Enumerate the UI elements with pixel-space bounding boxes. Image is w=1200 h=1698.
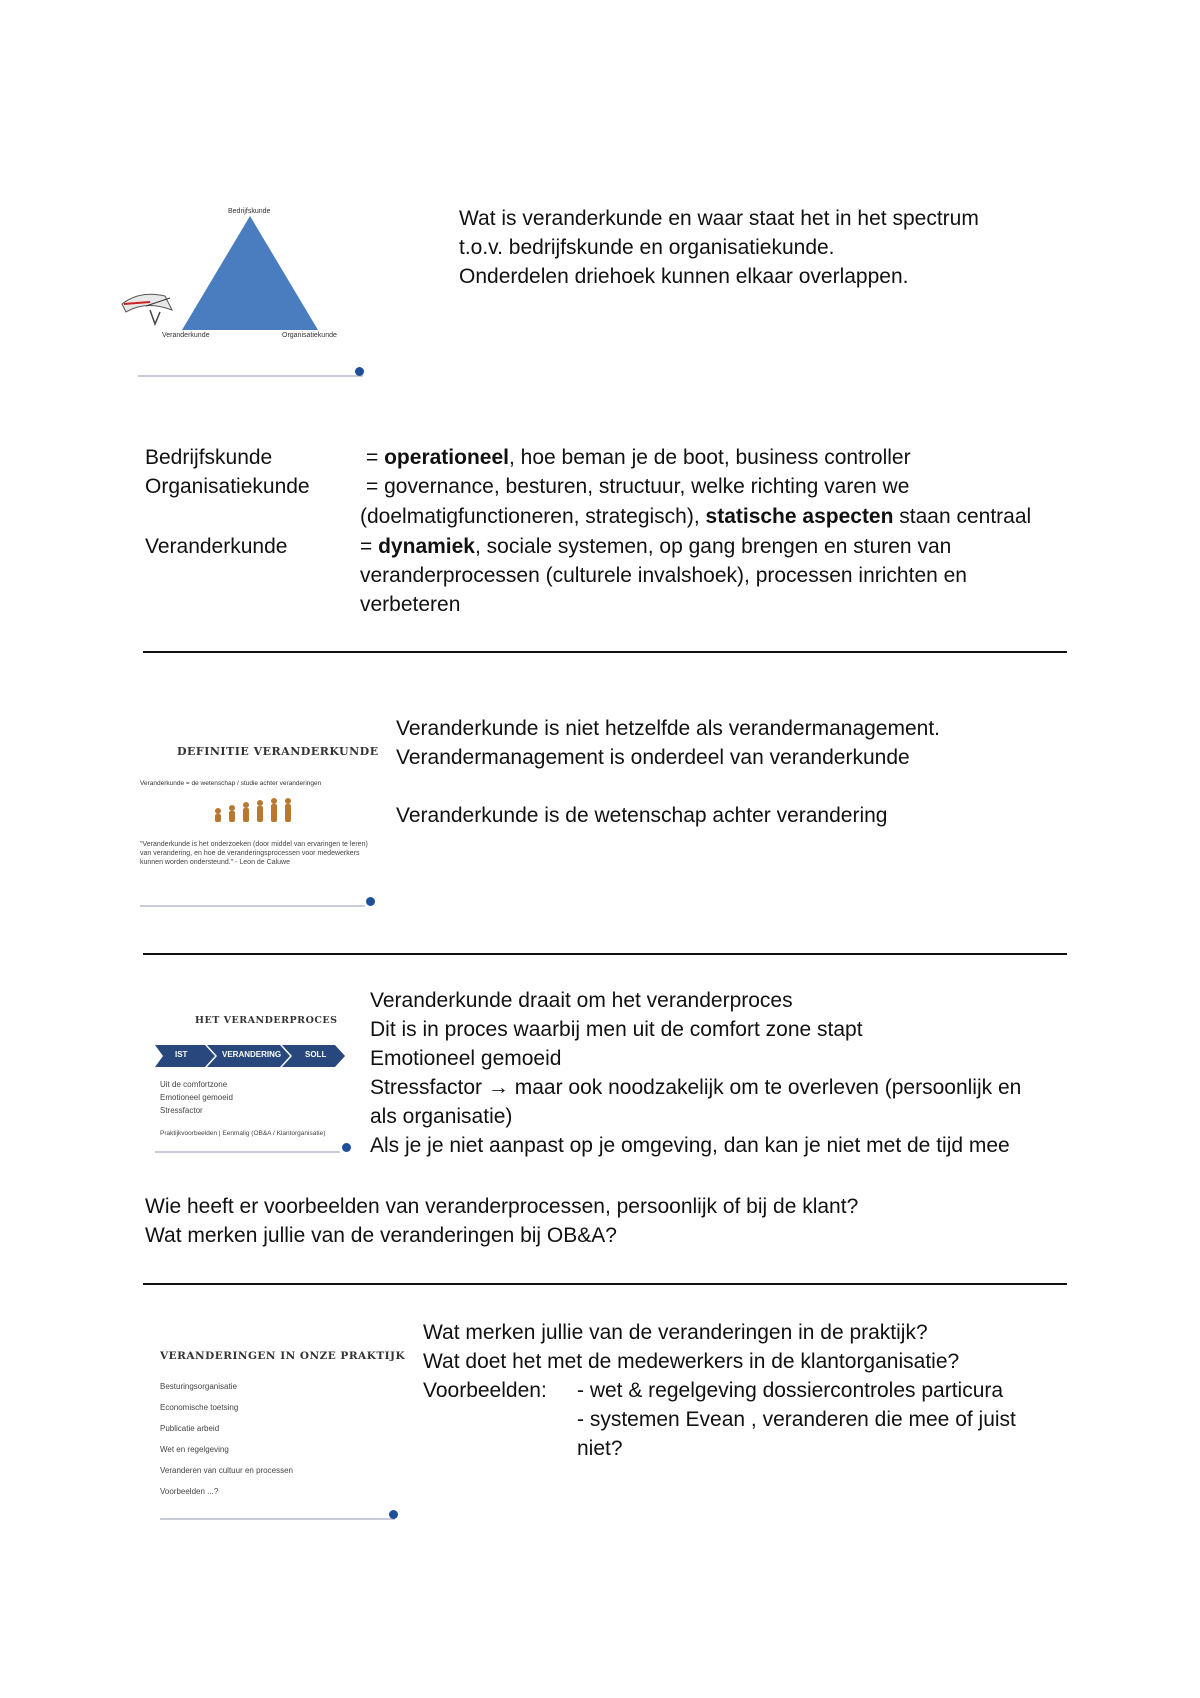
- arrow-label-verandering: VERANDERING: [222, 1050, 282, 1059]
- def-organisatiekunde-1: = governance, besturen, structuur, welke richting varen we: [366, 475, 910, 498]
- arrow-right-icon: →: [487, 1076, 509, 1099]
- slide-title: VERANDERINGEN IN ONZE PRAKTIJK: [160, 1350, 406, 1362]
- def-veranderkunde-3: verbeteren: [360, 593, 461, 616]
- divider-1: [143, 651, 1067, 653]
- slide-bullet: Emotioneel gemoeid: [160, 1093, 233, 1102]
- gauge-icon: [122, 294, 172, 324]
- examples-label: Voorbeelden:: [423, 1379, 547, 1402]
- slide-thumbnail-praktijk: [155, 1340, 405, 1530]
- arrow-label-ist: IST: [175, 1050, 188, 1059]
- intro-line-2: t.o.v. bedrijfskunde en organisatiekunde.: [459, 236, 835, 259]
- def2-line-2: Verandermanagement is onderdeel van veranderkunde: [396, 746, 910, 769]
- slide-footer-line: [140, 905, 365, 907]
- triangle-left-label: Veranderkunde: [162, 332, 210, 339]
- term-bedrijfskunde: Bedrijfskunde: [145, 446, 273, 469]
- example-2: - systemen Evean , veranderen die mee of juist: [577, 1408, 1016, 1431]
- def-organisatiekunde-2: (doelmatigfunctioneren, strategisch), statische aspecten staan centraal: [360, 505, 1032, 528]
- slide-dot-icon: [355, 367, 364, 376]
- def-bedrijfskunde: = operationeel, hoe beman je de boot, business controller: [366, 446, 911, 469]
- example-1: - wet & regelgeving dossiercontroles particura: [577, 1379, 1004, 1402]
- def-veranderkunde-1: = dynamiek, sociale systemen, op gang brengen en sturen van: [360, 535, 952, 558]
- intro-line-3: Onderdelen driehoek kunnen elkaar overlappen.: [459, 265, 909, 288]
- slide-bullet: Stressfactor: [160, 1106, 203, 1115]
- slide-footer-line: [138, 375, 363, 377]
- praktijk-line-1: Wat merken jullie van de veranderingen in de praktijk?: [423, 1321, 928, 1344]
- praktijk-line-2: Wat doet het met de medewerkers in de klantorganisatie?: [423, 1350, 960, 1373]
- def2-line-3: Veranderkunde is de wetenschap achter verandering: [396, 804, 888, 827]
- def-veranderkunde-2: veranderprocessen (culturele invalshoek), processen inrichten en: [360, 564, 967, 587]
- slide-note: Praktijkvoorbeelden | Eenmalig (OB&A / Klantorganisatie): [160, 1130, 326, 1137]
- slide-bullet: Voorbeelden ...?: [160, 1487, 219, 1496]
- slide-bullet: Uit de comfortzone: [160, 1080, 228, 1089]
- slide-bullet: Besturingsorganisatie: [160, 1382, 237, 1391]
- proces-line-3: Emotioneel gemoeid: [370, 1047, 562, 1070]
- proces-line-4: Stressfactor → maar ook noodzakelijk om te overleven (persoonlijk en: [370, 1076, 1022, 1099]
- slide-thumbnail-spectrum: [110, 200, 370, 385]
- triangle-right-label: Organisatiekunde: [282, 332, 337, 339]
- arrow-label-soll: SOLL: [305, 1050, 327, 1059]
- divider-2: [143, 953, 1067, 955]
- proces-line-2: Dit is in proces waarbij men uit de comfort zone stapt: [370, 1018, 863, 1041]
- intro-line-1: Wat is veranderkunde en waar staat het in het spectrum: [459, 207, 979, 230]
- slide-footer-line: [155, 1151, 340, 1153]
- slide-dot-icon: [389, 1510, 398, 1519]
- slide-bullet: Veranderen van cultuur en processen: [160, 1466, 293, 1475]
- slide-dot-icon: [366, 897, 375, 906]
- slide-title: DEFINITIE VERANDERKUNDE: [177, 745, 379, 758]
- term-veranderkunde: Veranderkunde: [145, 535, 288, 558]
- slide-title: HET VERANDERPROCES: [195, 1015, 338, 1026]
- slide-dot-icon: [342, 1143, 351, 1152]
- divider-3: [143, 1283, 1067, 1285]
- slide-footer-line: [160, 1518, 395, 1520]
- question-1: Wie heeft er voorbeelden van veranderprocessen, persoonlijk of bij de klant?: [145, 1195, 859, 1218]
- slide-thumbnail-veranderproces: [150, 1005, 355, 1160]
- question-2: Wat merken jullie van de veranderingen bij OB&A?: [145, 1224, 617, 1247]
- term-organisatiekunde: Organisatiekunde: [145, 475, 310, 498]
- evolution-icon: [210, 797, 300, 827]
- slide-quote: "Veranderkunde is het onderzoeken (door middel van ervaringen te leren) van verandering, en hoe de veranderingsprocessen voor medewerkers kunnen worden ondersteund." - Leon de Caluwe: [140, 841, 368, 866]
- triangle-top-label: Bedrijfskunde: [228, 208, 271, 215]
- proces-line-5: als organisatie): [370, 1105, 513, 1128]
- example-3: niet?: [577, 1437, 623, 1460]
- proces-line-6: Als je je niet aanpast op je omgeving, dan kan je niet met de tijd mee: [370, 1134, 1010, 1157]
- slide-bullet: Wet en regelgeving: [160, 1445, 229, 1454]
- slide-bullet: Publicatie arbeid: [160, 1424, 220, 1433]
- slide-bullet: Economische toetsing: [160, 1403, 239, 1412]
- spectrum-triangle: [110, 200, 370, 385]
- def2-line-1: Veranderkunde is niet hetzelfde als verandermanagement.: [396, 717, 941, 740]
- proces-line-1: Veranderkunde draait om het veranderproces: [370, 989, 793, 1012]
- slide-thumbnail-definitie: [135, 735, 380, 915]
- slide-subtitle: Veranderkunde = de wetenschap / studie achter veranderingen: [140, 780, 322, 787]
